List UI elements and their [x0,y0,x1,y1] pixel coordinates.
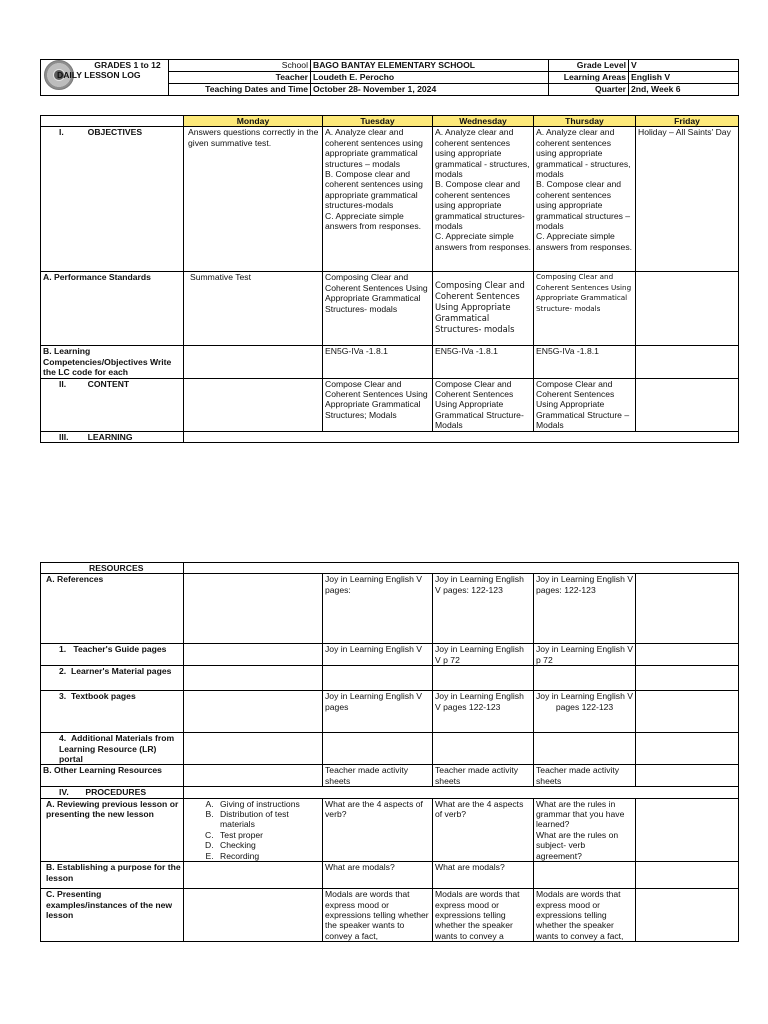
procedures-label: IV. PROCEDURES [41,787,184,798]
reviewing-friday [636,798,739,861]
day-header-wednesday: Wednesday [433,116,534,127]
learners-material-wednesday [433,666,534,691]
day-header-friday: Friday [636,116,739,127]
teacher-value: Loudeth E. Perocho [311,72,549,84]
content-label: II. CONTENT [41,378,184,431]
purpose-thursday [534,862,636,889]
competencies-thursday: EN5G-IVa -1.8.1 [534,346,636,378]
presenting-tuesday: Modals are words that express mood or expressions telling whether the speaker wants to convey a fact, [323,889,433,942]
competencies-label: B. Learning Competencies/Objectives Write the LC code for each [41,346,184,378]
performance-wednesday: Composing Clear and Coherent Sentences Using Appropriate Grammatical Structures- modals [433,272,534,346]
day-header-thursday: Thursday [534,116,636,127]
resources-span-cell [184,563,739,574]
textbook-wednesday: Joy in Learning English V pages 122-123 [433,691,534,733]
reviewing-wednesday: What are the 4 aspects of verb? [433,798,534,861]
reviewing-label: A. Reviewing previous lesson or presenting the new lesson [41,798,184,861]
textbook-thursday: Joy in Learning English V pages 122-123 [534,691,636,733]
school-value: BAGO BANTAY ELEMENTARY SCHOOL [311,60,549,72]
references-wednesday: Joy in Learning English V pages: 122-123 [433,574,534,644]
presenting-thursday: Modals are words that express mood or expressions telling whether the speaker wants to convey a fact, [534,889,636,942]
teacher-label: Teacher [169,72,311,84]
learning-span-cell [184,431,739,442]
grades-label: GRADES 1 to 12 [94,60,161,70]
purpose-tuesday: What are modals? [323,862,433,889]
objectives-wednesday: A. Analyze clear and coherent sentences using appropriate grammatical - structures, modals B. Compose clear and coherent sentences using appropriate grammatical structures- modals C. Appreciate simple answers from responses. [433,127,534,272]
other-resources-friday [636,765,739,787]
reviewing-tuesday: What are the 4 aspects of verb? [323,798,433,861]
performance-tuesday: Composing Clear and Coherent Sentences Using Appropriate Grammatical Structures- modals [323,272,433,346]
learners-material-thursday [534,666,636,691]
competencies-monday [184,346,323,378]
quarter-value: 2nd, Week 6 [629,84,739,96]
learners-material-monday [184,666,323,691]
presenting-wednesday: Modals are words that express mood or expressions telling whether the speaker wants to convey a [433,889,534,942]
textbook-monday [184,691,323,733]
teachers-guide-label: 1. Teacher's Guide pages [41,644,184,666]
teachers-guide-monday [184,644,323,666]
learners-material-tuesday [323,666,433,691]
purpose-monday [184,862,323,889]
reviewing-thursday: What are the rules in grammar that you have learned? What are the rules on subject- verb agreement? [534,798,636,861]
performance-thursday: Composing Clear and Coherent Sentences Using Appropriate Grammatical Structure- modals [534,272,636,346]
content-friday [636,378,739,431]
teachers-guide-thursday: Joy in Learning English V p 72 [534,644,636,666]
other-resources-monday [184,765,323,787]
content-wednesday: Compose Clear and Coherent Sentences Using Appropriate Grammatical Structure- Modals [433,378,534,431]
lesson-table-page1 [40,115,739,443]
textbook-friday [636,691,739,733]
learners-material-label: 2. Learner's Material pages [41,666,184,691]
purpose-label: B. Establishing a purpose for the lesson [41,862,184,889]
test-step: A. Giving of instructions [216,799,320,809]
performance-friday [636,272,739,346]
learning-label: III. LEARNING [41,431,184,442]
day-header-monday: Monday [184,116,323,127]
procedures-span-cell [184,787,739,798]
test-step: E. Recording [216,851,320,861]
corner-cell [41,116,184,127]
other-resources-thursday: Teacher made activity sheets [534,765,636,787]
competencies-friday [636,346,739,378]
references-thursday: Joy in Learning English V pages: 122-123 [534,574,636,644]
competencies-tuesday: EN5G-IVa -1.8.1 [323,346,433,378]
purpose-wednesday: What are modals? [433,862,534,889]
header-title-cell [41,60,169,96]
purpose-friday [636,862,739,889]
teachers-guide-tuesday: Joy in Learning English V [323,644,433,666]
content-tuesday: Compose Clear and Coherent Sentences Using Appropriate Grammatical Structures; Modals [323,378,433,431]
teachers-guide-friday [636,644,739,666]
objectives-thursday: A. Analyze clear and coherent sentences using appropriate grammatical - structures, modals B. Compose clear and coherent sentences using appropriate grammatical structures – modals C. Appreciate simple answers from responses. [534,127,636,272]
competencies-wednesday: EN5G-IVa -1.8.1 [433,346,534,378]
log-title: DAILY LESSON LOG [57,70,141,81]
additional-materials-monday [184,733,323,765]
references-monday [184,574,323,644]
objectives-friday: Holiday – All Saints' Day [636,127,739,272]
content-thursday: Compose Clear and Coherent Sentences Using Appropriate Grammatical Structure – Modals [534,378,636,431]
grade-level-value: V [629,60,739,72]
additional-materials-thursday [534,733,636,765]
teachers-guide-wednesday: Joy in Learning English V p 72 [433,644,534,666]
reviewing-monday [184,798,323,861]
additional-materials-tuesday [323,733,433,765]
presenting-monday [184,889,323,942]
textbook-tuesday: Joy in Learning English V pages [323,691,433,733]
textbook-label: 3. Textbook pages [41,691,184,733]
performance-monday: Summative Test [184,272,323,346]
areas-label: Learning Areas [549,72,629,84]
resources-label: RESOURCES [41,563,184,574]
test-step: C. Test proper [216,830,320,840]
school-label: School [169,60,311,72]
test-step: B. Distribution of test materials [216,809,320,830]
areas-value: English V [629,72,739,84]
grade-level-label: Grade Level [549,60,629,72]
lesson-table-page2 [40,562,739,942]
additional-materials-friday [636,733,739,765]
references-label: A. References [41,574,184,644]
test-step: D. Checking [216,840,320,850]
dates-value: October 28- November 1, 2024 [311,84,549,96]
day-header-tuesday: Tuesday [323,116,433,127]
objectives-monday: Answers questions correctly in the given summative test. [184,127,323,272]
header-table [40,59,739,96]
references-friday [636,574,739,644]
objectives-label: I. OBJECTIVES [41,127,184,272]
learners-material-friday [636,666,739,691]
other-resources-label: B. Other Learning Resources [41,765,184,787]
additional-materials-label: 4. Additional Materials from Learning Resource (LR) portal [41,733,184,765]
performance-label: A. Performance Standards [41,272,184,346]
additional-materials-wednesday [433,733,534,765]
test-steps-list [202,799,320,861]
dates-label: Teaching Dates and Time [169,84,311,96]
other-resources-wednesday: Teacher made activity sheets [433,765,534,787]
objectives-tuesday: A. Analyze clear and coherent sentences using appropriate grammatical structures – modals B. Compose clear and coherent sentences using appropriate grammatical structures-modals C. Appreciate simple answers from responses. [323,127,433,272]
references-tuesday: Joy in Learning English V pages: [323,574,433,644]
quarter-label: Quarter [549,84,629,96]
content-monday [184,378,323,431]
presenting-label: C. Presenting examples/instances of the new lesson [41,889,184,942]
presenting-friday [636,889,739,942]
other-resources-tuesday: Teacher made activity sheets [323,765,433,787]
